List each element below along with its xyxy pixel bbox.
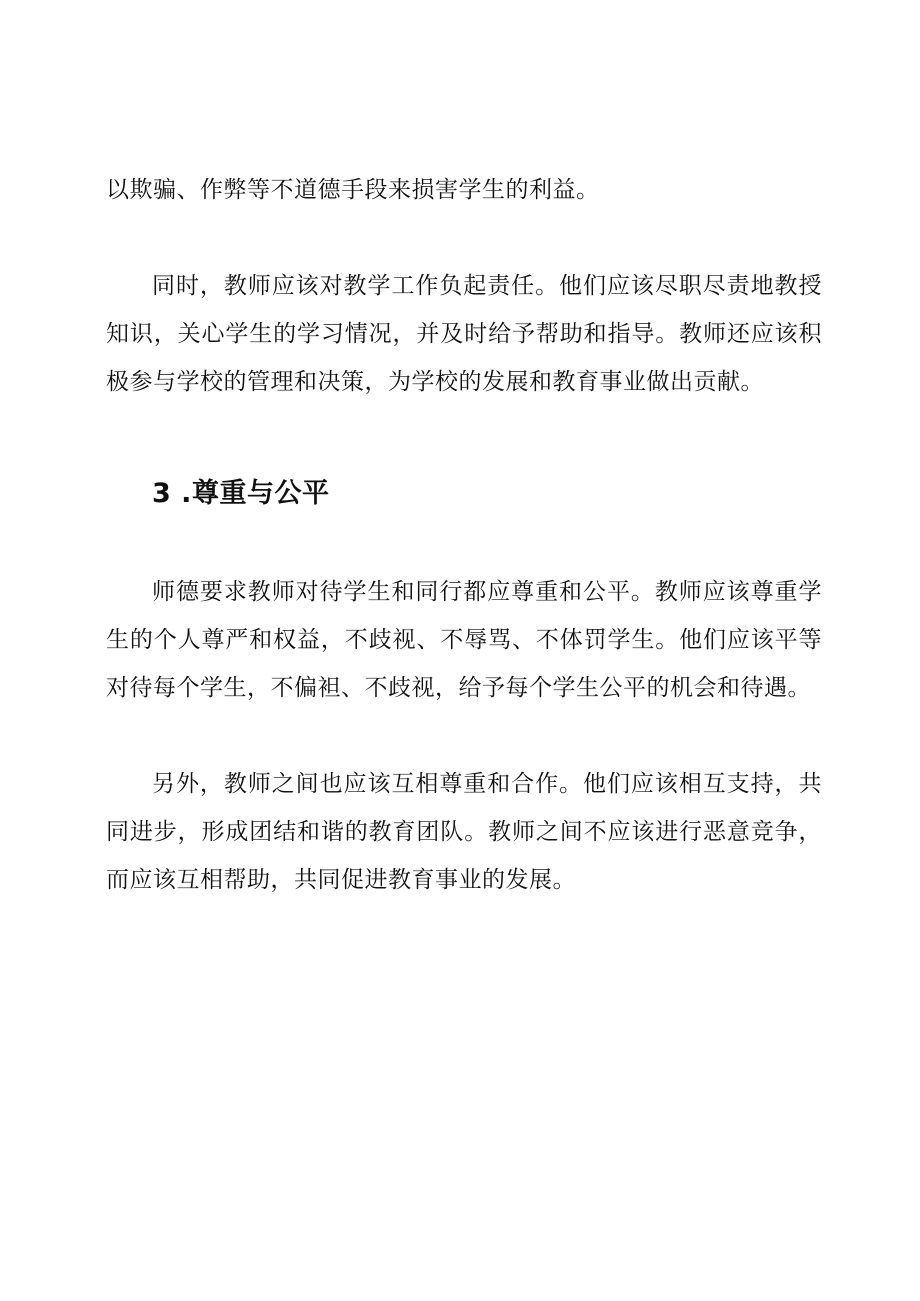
paragraph-responsibility: 同时，教师应该对教学工作负起责任。他们应该尽职尽责地教授知识，关心学生的学习情况，并及时给予帮助和指导。教师还应该积极参与学校的管理和决策，为学校的发展和教育事业做出贡献。: [106, 273, 822, 395]
paragraph-continuation: 以欺骗、作弊等不道德手段来损害学生的利益。: [106, 177, 600, 203]
section-heading: 3 .尊重与公平: [152, 478, 330, 509]
paragraph-cooperation: 另外，教师之间也应该互相尊重和合作。他们应该相互支持，共同进步，形成团结和谐的教育团队。教师之间不应该进行恶意竞争，而应该互相帮助，共同促进教育事业的发展。: [106, 771, 822, 893]
paragraph-respect-fairness: 师德要求教师对待学生和同行都应尊重和公平。教师应该尊重学生的个人尊严和权益，不歧视、不辱骂、不体罚学生。他们应该平等对待每个学生，不偏袒、不歧视，给予每个学生公平的机会和待遇。: [106, 579, 822, 701]
